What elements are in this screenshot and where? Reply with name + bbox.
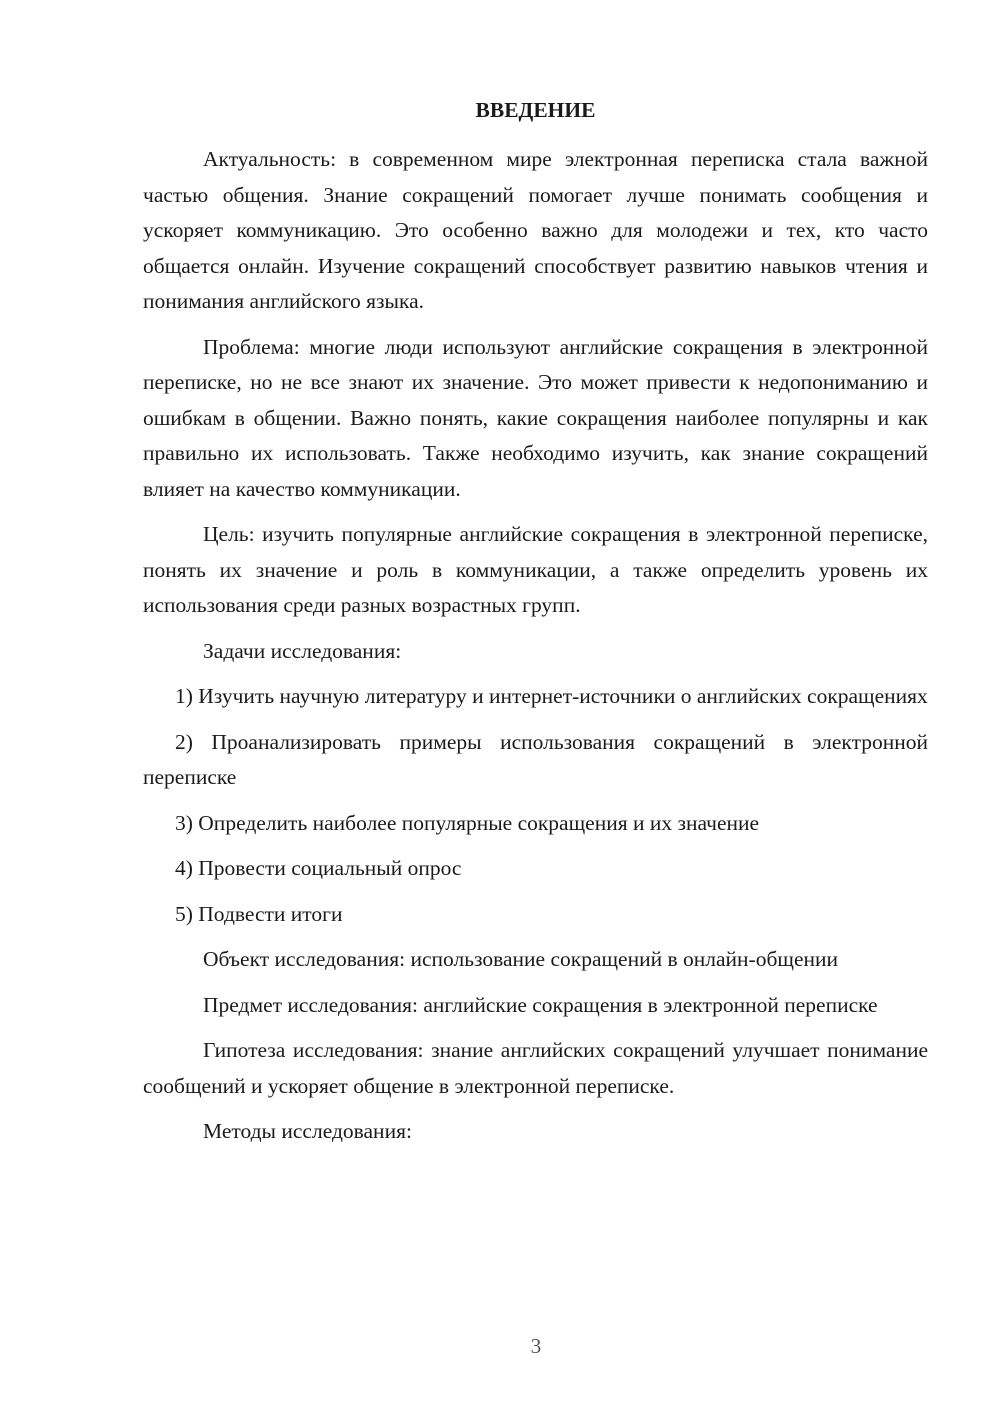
page-number: 3 bbox=[530, 1334, 542, 1358]
task-item-2: 2) Проанализировать примеры использования сокращений в электронной переписке bbox=[143, 729, 928, 789]
task-item-4: 4) Провести социальный опрос bbox=[175, 856, 462, 880]
goal-paragraph: Цель: изучить популярные английские сокращения в электронной переписке, понять их значение и роль в коммуникации, а также определить уровень их использования среди разных возрастных групп. bbox=[143, 522, 928, 617]
object-paragraph: Объект исследования: использование сокращений в онлайн-общении bbox=[203, 947, 839, 971]
problem-paragraph: Проблема: многие люди используют английские сокращения в электронной переписке, но не все знают их значение. Это может привести к недопониманию и ошибкам в общении. Важно понять, какие сокращения наиболее популярны и как правильно их использовать. Также необходимо изучить, как знание сокращений влияет на качество коммуникации. bbox=[143, 334, 928, 501]
task-item-3: 3) Определить наиболее популярные сокращения и их значение bbox=[175, 810, 760, 835]
subject-paragraph: Предмет исследования: английские сокращения в электронной переписке bbox=[203, 992, 878, 1017]
methods-title: Методы исследования: bbox=[203, 1119, 412, 1143]
relevance-paragraph: Актуальность: в современном мире электронная переписка стала важной частью общения. Знание сокращений помогает лучше понимать сообщения и ускоряет коммуникацию. Это особенно важно для молодежи и тех, кто часто общается онлайн. Изучение сокращений способствует развитию навыков чтения и понимания английского языка. bbox=[143, 147, 928, 313]
task-item-5: 5) Подвести итоги bbox=[175, 901, 343, 926]
tasks-title: Задачи исследования: bbox=[203, 638, 402, 663]
hypothesis-paragraph: Гипотеза исследования: знание английских сокращений улучшает понимание сообщений и ускоряет общение в электронной переписке. bbox=[143, 1038, 928, 1098]
page-content bbox=[143, 92, 928, 1160]
task-item-1: 1) Изучить научную литературу и интернет-источники о английских сокращениях bbox=[175, 684, 928, 708]
section-heading: ВВЕДЕНИЕ bbox=[475, 98, 596, 122]
